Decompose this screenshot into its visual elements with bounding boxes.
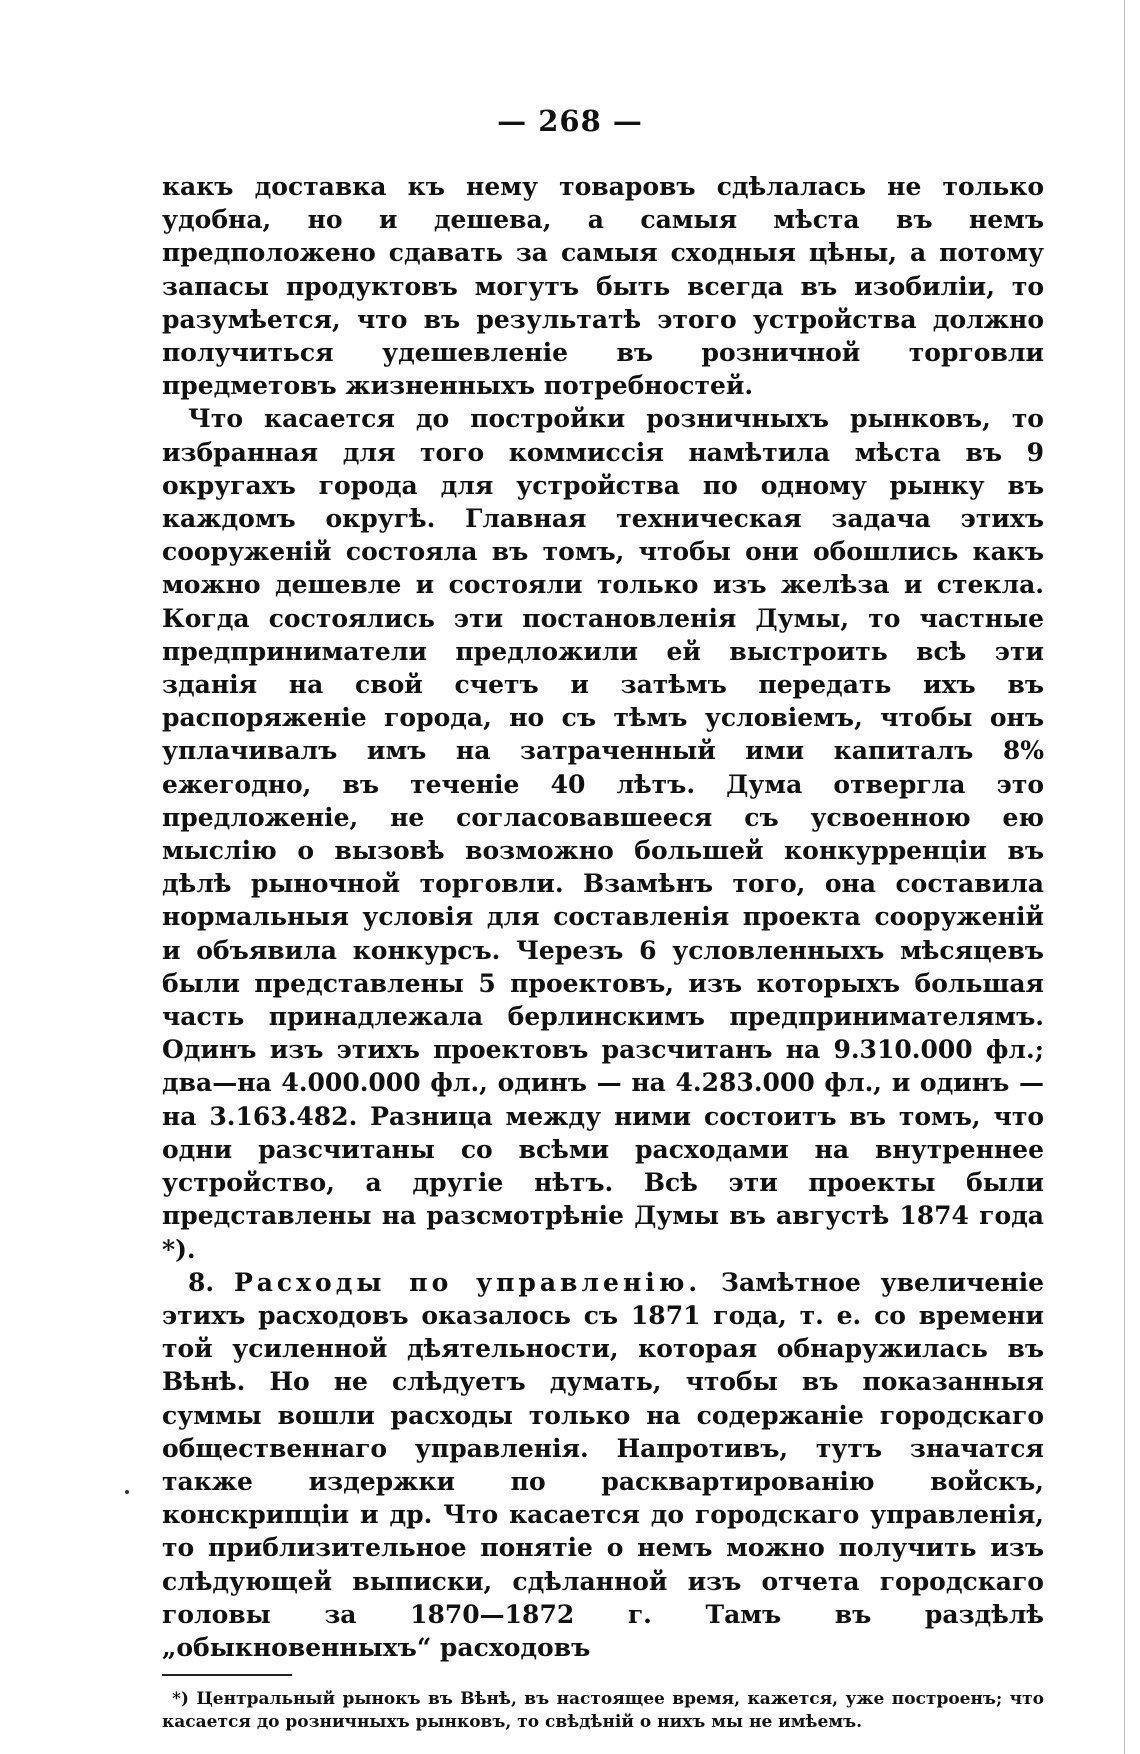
scan-speck	[125, 1490, 129, 1494]
page-edge-line	[1124, 0, 1125, 1754]
footnote: *) Центральный рынокъ въ Вѣнѣ, въ настоящее время, кажется, уже построенъ; что касается до розничныхъ рынковъ, то свѣдѣній о нихъ мы не имѣемъ.	[162, 1689, 1044, 1732]
paragraph-continued: какъ доставка къ нему товаровъ сдѣлалась не только удобна, но и дешева, а самыя мѣста въ немъ предположено сдавать за самыя сходныя цѣны, а потому запасы продуктовъ могутъ быть всегда въ изобиліи, то разумѣется, что въ результатѣ этого устройства должно получиться удешевленіе въ розничной торговли предметовъ жизненныхъ потребностей.	[162, 172, 1044, 401]
paragraph-market-construction: Что касается до постройки розничныхъ рынковъ, то избранная для того коммиссія намѣтила мѣста въ 9 округахъ города для устройства по одному рынку въ каждомъ округѣ. Главная техническая задача этихъ сооруженій состояла въ томъ, чтобы они обошлись какъ можно дешевле и состояли только изъ желѣза и стекла. Когда состоялись эти постановленія Думы, то частные предприниматели предложили ей выстроить всѣ эти зданія на свой счетъ и затѣмъ передать ихъ въ распоряженіе города, но съ тѣмъ условіемъ, чтобы онъ уплачивалъ имъ на затраченный ими капиталъ 8% ежегодно, въ теченіе 40 лѣтъ. Дума отвергла это предложеніе, не согласовавшееся съ усвоенною ею мыслію о вызовѣ возможно большей конкурренціи въ дѣлѣ рыночной торговли. Взамѣнъ того, она составила нормальныя условія для составленія проекта сооруженій и объявила конкурсъ. Черезъ 6 условленныхъ мѣсяцевъ были представлены 5 проектовъ, изъ которыхъ большая часть принадлежала берлинскимъ предпринимателямъ. Одинъ изъ этихъ проектовъ разсчитанъ на 9.310.000 фл.; два—на 4.000.000 фл., одинъ — на 4.283.000 фл., и одинъ — на 3.163.482. Разница между ними состоитъ въ томъ, что одни разсчитаны со всѣми расходами на внутреннее устройство, а другіе нѣтъ. Всѣ эти проекты были представлены на разсмотрѣніе Думы въ августѣ 1874 года *).	[162, 404, 1044, 1264]
section-expenses	[162, 1266, 1044, 1664]
footnote-divider	[162, 1674, 292, 1676]
section-heading: Расходы по управленію.	[233, 1267, 702, 1297]
section-number: 8.	[188, 1267, 215, 1297]
page-number: — 268 —	[497, 104, 643, 138]
main-text	[162, 170, 1044, 1664]
section-text: Замѣтное увеличеніе этихъ расходовъ оказалось съ 1871 года, т. е. со времени той усиленной дѣятельности, которая обнаружилась въ Вѣнѣ. Но не слѣдуетъ думать, чтобы въ показанныя суммы вошли расходы только на содержаніе городскаго общественнаго управленія. Напротивъ, тутъ значатся также издержки по расквартированію войскъ, конскрипціи и др. Что касается до городскаго управленія, то приблизительное понятіе о немъ можно получить изъ слѣдующей выписки, сдѣланной изъ отчета городскаго головы за 1870—1872 г. Тамъ въ раздѣлѣ „обыкновенныхъ“ расходовъ	[162, 1267, 1044, 1662]
